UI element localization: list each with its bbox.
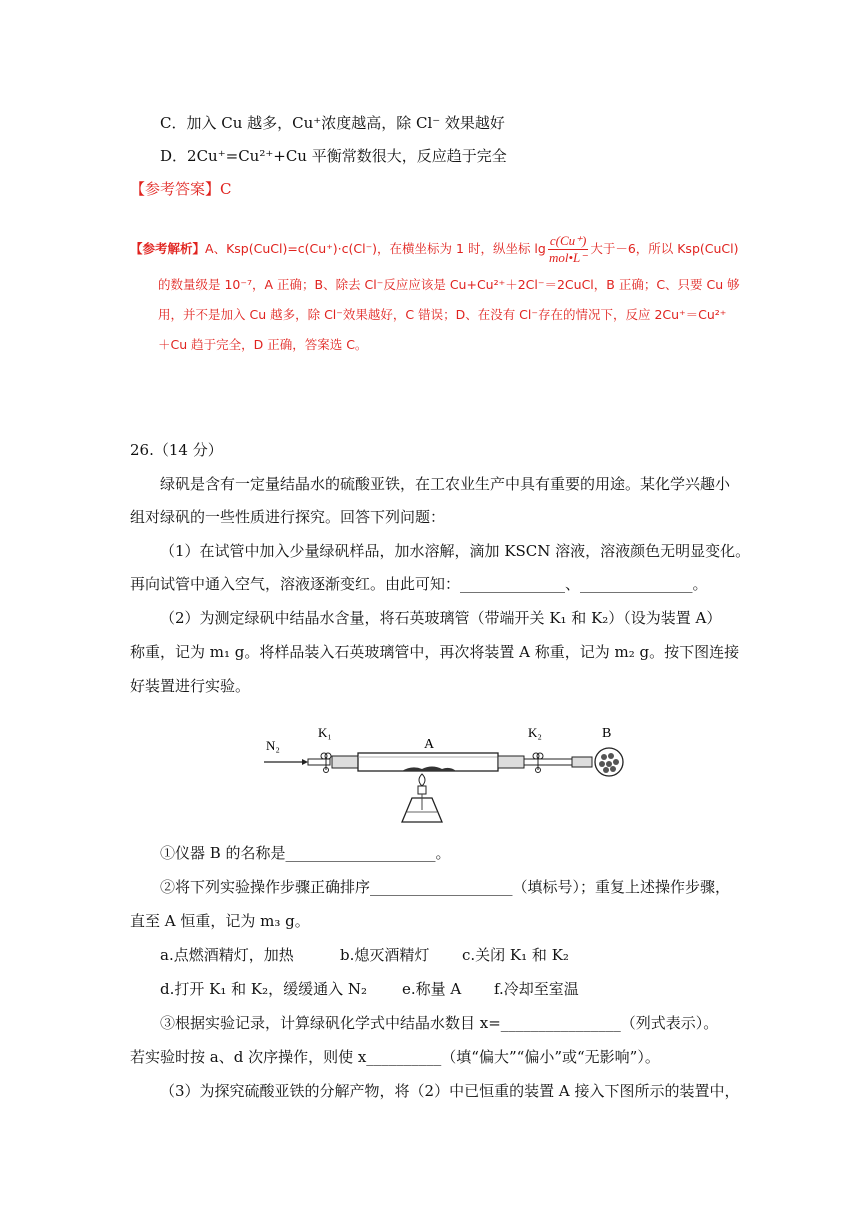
analysis-label: 【参考解析】 bbox=[130, 241, 206, 256]
part3-line-1: （3）为探究硫酸亚铁的分解产物，将（2）中已恒重的装置 A 接入下图所示的装置中， bbox=[160, 1082, 740, 1100]
intro-line-1: 绿矾是含有一定量结晶水的硫酸亚铁，在工农业生产中具有重要的用途。某化学兴趣小 bbox=[160, 475, 731, 493]
question-iii-line-1: ③根据实验记录，计算绿矾化学式中结晶水数目 x=________________（列式表示）。 bbox=[160, 1014, 719, 1032]
question-ii-line-1: ②将下列实验操作步骤正确排序___________________（填标号）；重复上述操作步骤， bbox=[160, 878, 731, 896]
n2-label: N₂ bbox=[266, 738, 280, 753]
analysis-line-1-post: 大于－6，所以 Ksp(CuCl) bbox=[590, 241, 739, 256]
analysis-line-1-pre: A、Ksp(CuCl)=c(Cu⁺)·c(Cl⁻)，在横坐标为 1 时，纵坐标 lg bbox=[205, 241, 546, 256]
op-f: f.冷却至室温 bbox=[494, 980, 579, 998]
part1-line-1: （1）在试管中加入少量绿矾样品，加水溶解，滴加 KSCN 溶液，溶液颜色无明显变化。 bbox=[160, 542, 751, 560]
b-label: B bbox=[602, 726, 612, 741]
left-stopper bbox=[332, 756, 358, 768]
outlet-tube bbox=[524, 759, 572, 765]
question-i: ①仪器 B 的名称是____________________。 bbox=[160, 844, 451, 862]
inlet-tube bbox=[308, 759, 330, 765]
fraction-denominator: mol•L⁻ bbox=[549, 250, 588, 265]
intro-line-2: 组对绿矾的一些性质进行探究。回答下列问题： bbox=[130, 508, 446, 526]
option-c: C．加入 Cu 越多，Cu⁺浓度越高，除 Cl⁻ 效果越好 bbox=[160, 114, 505, 132]
right-stopper bbox=[498, 756, 524, 768]
drying-tube-b-icon bbox=[595, 748, 623, 776]
alcohol-lamp-icon bbox=[402, 774, 442, 822]
part2-line-1: （2）为测定绿矾中结晶水含量，将石英玻璃管（带端开关 K₁ 和 K₂）（设为装置 A） bbox=[160, 609, 722, 627]
question-ii-line-2: 直至 A 恒重，记为 m₃ g。 bbox=[130, 912, 310, 930]
k2-label: K₂ bbox=[528, 725, 542, 740]
apparatus-figure bbox=[262, 722, 632, 832]
reference-answer bbox=[130, 179, 232, 199]
analysis-line-2: 的数量级是 10⁻⁷，A 正确；B、除去 Cl⁻反应应该是 Cu+Cu²⁺＋2Cl⁻＝2CuCl，B 正确；C、只要 Cu 够 bbox=[158, 277, 740, 292]
option-d: D．2Cu⁺=Cu²⁺+Cu 平衡常数很大，反应趋于完全 bbox=[160, 147, 507, 165]
k1-label: K₁ bbox=[318, 725, 332, 740]
analysis-line-3: 用，并不是加入 Cu 越多，除 Cl⁻效果越好，C 错误；D、在没有 Cl⁻存在的情况下，反应 2Cu⁺＝Cu²⁺ bbox=[158, 307, 727, 322]
fraction-numerator: c(Cu⁺) bbox=[549, 233, 587, 248]
op-d: d.打开 K₁ 和 K₂，缓缓通入 N₂ bbox=[160, 980, 368, 998]
part2-line-3: 好装置进行实验。 bbox=[130, 677, 251, 695]
n2-arrowhead bbox=[302, 759, 308, 765]
analysis-line-4: ＋Cu 趋于完全，D 正确，答案选 C。 bbox=[158, 337, 368, 352]
op-b: b.熄灭酒精灯 bbox=[340, 946, 430, 964]
part1-line-2: 再向试管中通入空气，溶液逐渐变红。由此可知：______________、_______________。 bbox=[130, 575, 708, 593]
b-connector bbox=[572, 757, 592, 767]
answer-value: C bbox=[220, 180, 232, 198]
question-26-header: 26.（14 分） bbox=[130, 441, 223, 459]
concentration-fraction bbox=[548, 233, 588, 266]
op-c: c.关闭 K₁ 和 K₂ bbox=[462, 946, 569, 964]
a-label: A bbox=[424, 737, 435, 752]
op-a: a.点燃酒精灯，加热 bbox=[160, 946, 294, 964]
answer-label: 【参考答案】 bbox=[130, 180, 221, 198]
op-e: e.称量 A bbox=[402, 980, 462, 998]
analysis-line-1 bbox=[130, 233, 739, 266]
part2-line-2: 称重，记为 m₁ g。将样品装入石英玻璃管中，再次将装置 A 称重，记为 m₂ g。按下图连接 bbox=[130, 643, 740, 661]
question-iii-line-2: 若实验时按 a、d 次序操作，则使 x__________（填“偏大”“偏小”或“无影响”）。 bbox=[130, 1048, 660, 1066]
